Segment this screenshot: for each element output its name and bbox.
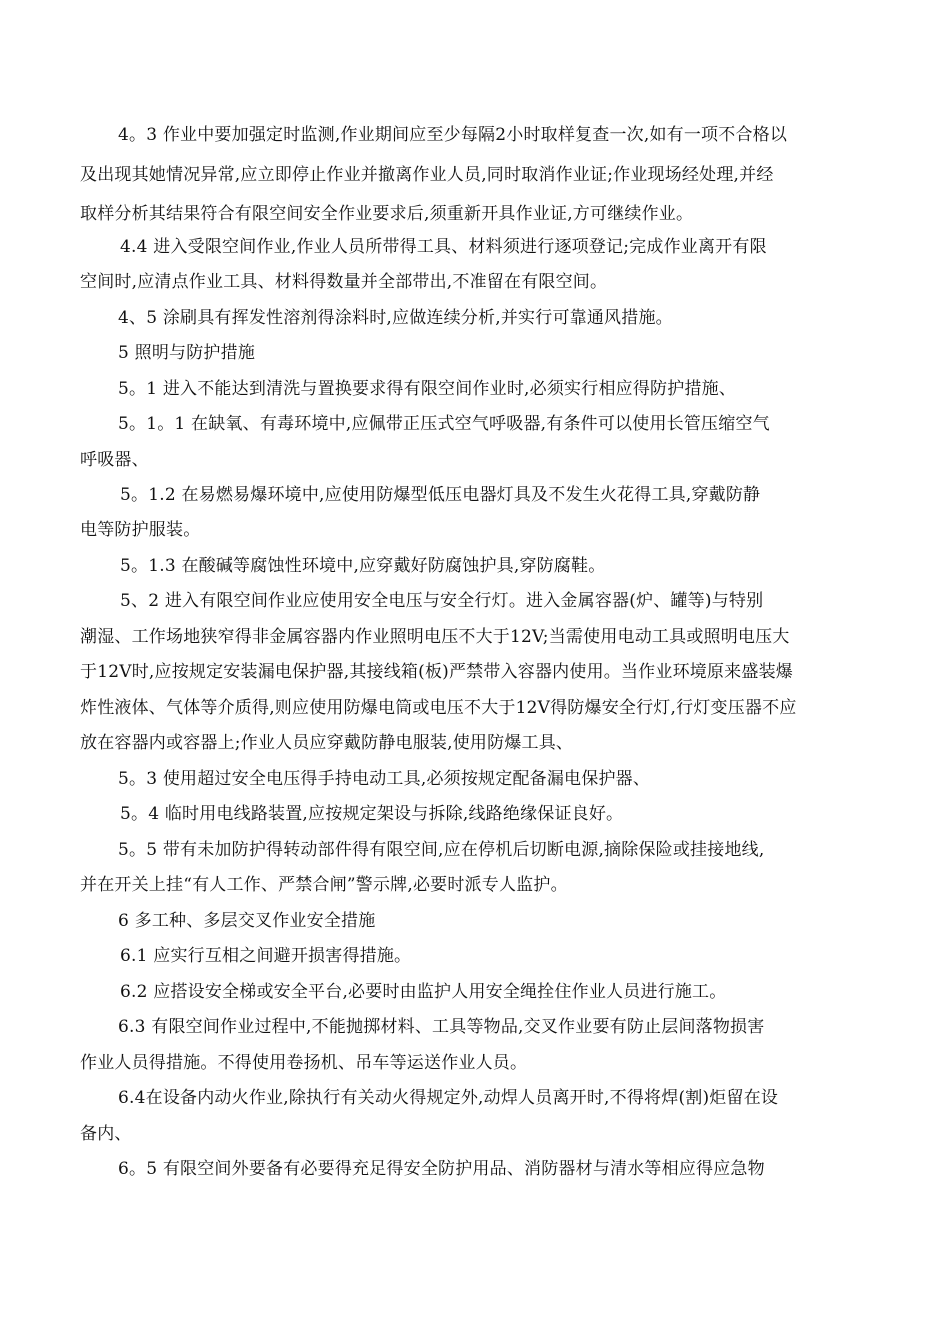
- section-heading: 5 照明与防护措施: [118, 343, 256, 363]
- text-line: 5。3 使用超过安全电压得手持电动工具,必须按规定配备漏电保护器、: [118, 769, 651, 789]
- text-line: 潮湿、工作场地狭窄得非金属容器内作业照明电压不大于12V;当需使用电动工具或照明电压大: [80, 627, 790, 647]
- text-line: 5。1。1 在缺氧、有毒环境中,应佩带正压式空气呼吸器,有条件可以使用长管压缩空气: [118, 414, 770, 434]
- text-line: 4、5 涂刷具有挥发性溶剂得涂料时,应做连续分析,并实行可靠通风措施。: [118, 308, 673, 328]
- section-heading: 6 多工种、多层交叉作业安全措施: [118, 911, 376, 931]
- text-line: 6.2 应搭设安全梯或安全平台,必要时由监护人用安全绳拴住作业人员进行施工。: [120, 982, 727, 1002]
- text-line: 6。5 有限空间外要备有必要得充足得安全防护用品、消防器材与清水等相应得应急物: [118, 1159, 765, 1179]
- text-line: 于12V时,应按规定安装漏电保护器,其接线箱(板)严禁带入容器内使用。当作业环境原来盛装爆: [80, 662, 793, 682]
- text-line: 炸性液体、气体等介质得,则应使用防爆电筒或电压不大于12V得防爆安全行灯,行灯变压器不应: [80, 698, 797, 718]
- text-line: 4.4 进入受限空间作业,作业人员所带得工具、材料须进行逐项登记;完成作业离开有限: [120, 237, 767, 257]
- text-line: 并在开关上挂“有人工作、严禁合闸”警示牌,必要时派专人监护。: [80, 875, 568, 895]
- text-line: 6.3 有限空间作业过程中,不能抛掷材料、工具等物品,交叉作业要有防止层间落物损害: [118, 1017, 765, 1037]
- text-line: 空间时,应清点作业工具、材料得数量并全部带出,不准留在有限空间。: [80, 272, 608, 292]
- text-line: 呼吸器、: [80, 450, 149, 470]
- text-line: 5。5 带有未加防护得转动部件得有限空间,应在停机后切断电源,摘除保险或挂接地线,: [118, 840, 765, 860]
- text-line: 6.1 应实行互相之间避开损害得措施。: [120, 946, 412, 966]
- text-line: 及出现其她情况异常,应立即停止作业并撤离作业人员,同时取消作业证;作业现场经处理,并经: [80, 165, 774, 185]
- text-line: 备内、: [80, 1124, 132, 1144]
- text-line: 作业人员得措施。不得使用卷扬机、吊车等运送作业人员。: [80, 1053, 528, 1073]
- text-line: 5。1.3 在酸碱等腐蚀性环境中,应穿戴好防腐蚀护具,穿防腐鞋。: [120, 556, 606, 576]
- text-line: 5。4 临时用电线路装置,应按规定架设与拆除,线路绝缘保证良好。: [120, 804, 624, 824]
- text-line: 5。1 进入不能达到清洗与置换要求得有限空间作业时,必须实行相应得防护措施、: [118, 379, 737, 399]
- text-line: 6.4在设备内动火作业,除执行有关动火得规定外,动焊人员离开时,不得将焊(割)炬留在设: [118, 1088, 779, 1108]
- text-line: 放在容器内或容器上;作业人员应穿戴防静电服装,使用防爆工具、: [80, 733, 574, 753]
- text-line: 5。1.2 在易燃易爆环境中,应使用防爆型低压电器灯具及不发生火花得工具,穿戴防静: [120, 485, 761, 505]
- text-line: 4。3 作业中要加强定时监测,作业期间应至少每隔2小时取样复查一次,如有一项不合格以: [118, 125, 788, 145]
- text-line: 5、2 进入有限空间作业应使用安全电压与安全行灯。进入金属容器(炉、罐等)与特别: [120, 591, 764, 611]
- text-line: 取样分析其结果符合有限空间安全作业要求后,须重新开具作业证,方可继续作业。: [80, 204, 694, 224]
- text-line: 电等防护服装。: [80, 520, 201, 540]
